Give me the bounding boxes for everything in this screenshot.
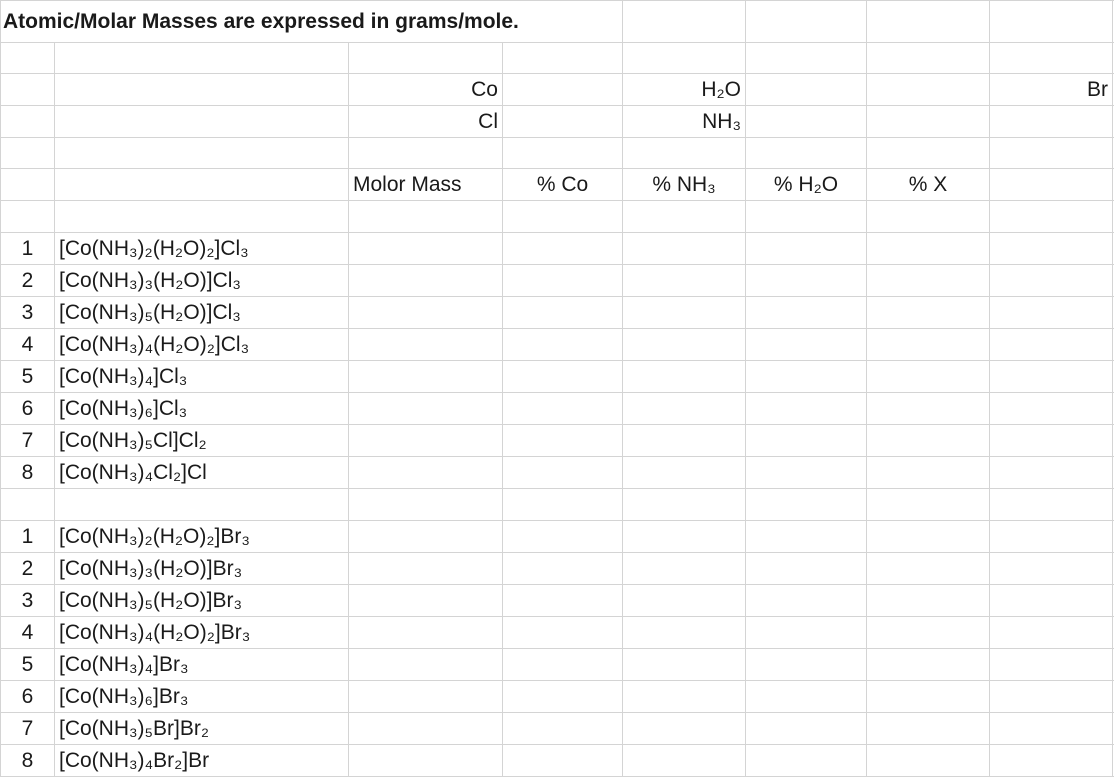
- percent-x-cell[interactable]: [867, 329, 990, 361]
- percent-x-cell[interactable]: [867, 233, 990, 265]
- compound-row: [1, 713, 1114, 745]
- percent-co-cell[interactable]: [503, 361, 623, 393]
- compound-row: [1, 329, 1114, 361]
- row-number[interactable]: 5: [1, 361, 55, 393]
- row-number[interactable]: 3: [1, 585, 55, 617]
- percent-x-cell[interactable]: [867, 265, 990, 297]
- cell[interactable]: [990, 233, 1113, 265]
- cell[interactable]: [990, 43, 1113, 74]
- reference-row-2: [1, 106, 1114, 138]
- molar-mass-cell[interactable]: [349, 361, 503, 393]
- molar-mass-cell[interactable]: [349, 329, 503, 361]
- cell[interactable]: [623, 201, 746, 233]
- percent-x-cell[interactable]: [867, 713, 990, 745]
- element-cl-label[interactable]: Cl: [349, 106, 503, 138]
- cell[interactable]: [746, 489, 867, 521]
- cell[interactable]: [623, 1, 746, 43]
- percent-co-cell[interactable]: [503, 649, 623, 681]
- percent-nh3-cell[interactable]: [623, 393, 746, 425]
- compound-formula[interactable]: [Co(NH₃)₅Br]Br₂: [55, 713, 349, 745]
- cell[interactable]: [746, 1, 867, 43]
- compound-row: [1, 553, 1114, 585]
- row-number[interactable]: 2: [1, 553, 55, 585]
- compound-formula[interactable]: [Co(NH₃)₅(H₂O)]Cl₃: [55, 297, 349, 329]
- percent-co-cell[interactable]: [503, 681, 623, 713]
- molar-mass-cell[interactable]: [349, 297, 503, 329]
- compound-formula[interactable]: [Co(NH₃)₄(H₂O)₂]Cl₃: [55, 329, 349, 361]
- percent-nh3-cell[interactable]: [623, 265, 746, 297]
- molar-mass-cell[interactable]: [349, 745, 503, 777]
- sheet-title[interactable]: Atomic/Molar Masses are expressed in grams/mole.: [1, 1, 623, 43]
- chloride-compound-rows: [1, 233, 1114, 489]
- compound-formula[interactable]: [Co(NH₃)₄]Cl₃: [55, 361, 349, 393]
- percent-h2o-cell[interactable]: [746, 393, 867, 425]
- percent-h2o-cell[interactable]: [746, 649, 867, 681]
- cell[interactable]: [503, 489, 623, 521]
- percent-co-cell[interactable]: [503, 617, 623, 649]
- column-header-percent-co[interactable]: % Co: [503, 169, 623, 201]
- compound-formula[interactable]: [Co(NH₃)₂(H₂O)₂]Br₃: [55, 521, 349, 553]
- row-number[interactable]: 5: [1, 649, 55, 681]
- cell[interactable]: [349, 489, 503, 521]
- cell[interactable]: [990, 265, 1113, 297]
- compound-h2o-label[interactable]: H₂O: [623, 74, 746, 106]
- cell[interactable]: [990, 681, 1113, 713]
- percent-co-cell[interactable]: [503, 553, 623, 585]
- blank-row: [1, 43, 1114, 74]
- compound-formula[interactable]: [Co(NH₃)₂(H₂O)₂]Cl₃: [55, 233, 349, 265]
- molar-mass-cell[interactable]: [349, 553, 503, 585]
- cell[interactable]: [990, 361, 1113, 393]
- cell[interactable]: [990, 489, 1113, 521]
- compound-row: [1, 233, 1114, 265]
- cell[interactable]: [503, 138, 623, 169]
- percent-h2o-cell[interactable]: [746, 617, 867, 649]
- percent-co-cell[interactable]: [503, 745, 623, 777]
- compound-row: [1, 745, 1114, 777]
- compound-row: [1, 585, 1114, 617]
- cell[interactable]: [867, 489, 990, 521]
- row-number[interactable]: 4: [1, 329, 55, 361]
- cell[interactable]: [503, 106, 623, 138]
- cell[interactable]: [990, 585, 1113, 617]
- percent-h2o-cell[interactable]: [746, 745, 867, 777]
- percent-x-cell[interactable]: [867, 393, 990, 425]
- cell[interactable]: [349, 201, 503, 233]
- percent-x-cell[interactable]: [867, 617, 990, 649]
- compound-row: [1, 457, 1114, 489]
- percent-h2o-cell[interactable]: [746, 425, 867, 457]
- column-header-percent-x[interactable]: % X: [867, 169, 990, 201]
- element-co-label[interactable]: Co: [349, 74, 503, 106]
- cell[interactable]: [55, 201, 349, 233]
- cell[interactable]: [55, 43, 349, 74]
- blank-row: [1, 201, 1114, 233]
- element-br-label[interactable]: Br: [990, 74, 1113, 106]
- row-number[interactable]: 4: [1, 617, 55, 649]
- cell[interactable]: [503, 43, 623, 74]
- row-number[interactable]: 6: [1, 681, 55, 713]
- cell[interactable]: [623, 138, 746, 169]
- cell[interactable]: [867, 201, 990, 233]
- percent-nh3-cell[interactable]: [623, 617, 746, 649]
- cell[interactable]: [990, 1, 1113, 43]
- row-number[interactable]: 8: [1, 457, 55, 489]
- percent-co-cell[interactable]: [503, 297, 623, 329]
- percent-h2o-cell[interactable]: [746, 265, 867, 297]
- cell[interactable]: [55, 106, 349, 138]
- cell[interactable]: [349, 138, 503, 169]
- cell[interactable]: [55, 74, 349, 106]
- cell[interactable]: [990, 745, 1113, 777]
- percent-h2o-cell[interactable]: [746, 361, 867, 393]
- percent-co-cell[interactable]: [503, 233, 623, 265]
- cell[interactable]: [746, 74, 867, 106]
- cell[interactable]: [1, 201, 55, 233]
- column-header-percent-h2o[interactable]: % H₂O: [746, 169, 867, 201]
- percent-nh3-cell[interactable]: [623, 681, 746, 713]
- compound-row: [1, 425, 1114, 457]
- cell[interactable]: [503, 74, 623, 106]
- percent-co-cell[interactable]: [503, 521, 623, 553]
- molar-mass-cell[interactable]: [349, 681, 503, 713]
- percent-x-cell[interactable]: [867, 361, 990, 393]
- percent-nh3-cell[interactable]: [623, 745, 746, 777]
- compound-formula[interactable]: [Co(NH₃)₆]Cl₃: [55, 393, 349, 425]
- cell[interactable]: [867, 106, 990, 138]
- percent-x-cell[interactable]: [867, 553, 990, 585]
- percent-h2o-cell[interactable]: [746, 233, 867, 265]
- cell[interactable]: [1, 489, 55, 521]
- cell[interactable]: [55, 169, 349, 201]
- blank-row: [1, 489, 1114, 521]
- percent-co-cell[interactable]: [503, 457, 623, 489]
- percent-h2o-cell[interactable]: [746, 681, 867, 713]
- percent-h2o-cell[interactable]: [746, 585, 867, 617]
- row-number[interactable]: 7: [1, 713, 55, 745]
- percent-h2o-cell[interactable]: [746, 713, 867, 745]
- cell[interactable]: [55, 138, 349, 169]
- row-number[interactable]: 8: [1, 745, 55, 777]
- cell[interactable]: [746, 138, 867, 169]
- cell[interactable]: [746, 106, 867, 138]
- cell[interactable]: [1, 169, 55, 201]
- compound-row: [1, 297, 1114, 329]
- column-header-percent-nh3[interactable]: % NH₃: [623, 169, 746, 201]
- compound-row: [1, 361, 1114, 393]
- percent-nh3-cell[interactable]: [623, 553, 746, 585]
- percent-h2o-cell[interactable]: [746, 553, 867, 585]
- percent-co-cell[interactable]: [503, 329, 623, 361]
- cell[interactable]: [623, 489, 746, 521]
- percent-co-cell[interactable]: [503, 393, 623, 425]
- molar-mass-cell[interactable]: [349, 265, 503, 297]
- percent-x-cell[interactable]: [867, 681, 990, 713]
- cell[interactable]: [1, 43, 55, 74]
- cell[interactable]: [1, 74, 55, 106]
- cell[interactable]: [746, 201, 867, 233]
- compound-formula[interactable]: [Co(NH₃)₆]Br₃: [55, 681, 349, 713]
- percent-h2o-cell[interactable]: [746, 457, 867, 489]
- compound-formula[interactable]: [Co(NH₃)₅(H₂O)]Br₃: [55, 585, 349, 617]
- percent-co-cell[interactable]: [503, 713, 623, 745]
- cell[interactable]: [990, 106, 1113, 138]
- cell[interactable]: [990, 169, 1113, 201]
- cell[interactable]: [867, 1, 990, 43]
- percent-nh3-cell[interactable]: [623, 521, 746, 553]
- cell[interactable]: [1, 138, 55, 169]
- percent-x-cell[interactable]: [867, 297, 990, 329]
- cell[interactable]: [990, 329, 1113, 361]
- percent-h2o-cell[interactable]: [746, 521, 867, 553]
- molar-mass-cell[interactable]: [349, 233, 503, 265]
- percent-nh3-cell[interactable]: [623, 329, 746, 361]
- cell[interactable]: [990, 457, 1113, 489]
- percent-x-cell[interactable]: [867, 521, 990, 553]
- reference-row-1: [1, 74, 1114, 106]
- molar-mass-cell[interactable]: [349, 521, 503, 553]
- cell[interactable]: [1, 106, 55, 138]
- compound-row: [1, 649, 1114, 681]
- molar-mass-cell[interactable]: [349, 425, 503, 457]
- percent-nh3-cell[interactable]: [623, 425, 746, 457]
- molar-mass-cell[interactable]: [349, 713, 503, 745]
- compound-formula[interactable]: [Co(NH₃)₅Cl]Cl₂: [55, 425, 349, 457]
- percent-co-cell[interactable]: [503, 425, 623, 457]
- row-number[interactable]: 7: [1, 425, 55, 457]
- percent-nh3-cell[interactable]: [623, 361, 746, 393]
- cell[interactable]: [867, 43, 990, 74]
- cell[interactable]: [867, 74, 990, 106]
- percent-co-cell[interactable]: [503, 265, 623, 297]
- column-header-molar-mass[interactable]: Molor Mass: [349, 169, 503, 201]
- cell[interactable]: [990, 553, 1113, 585]
- compound-row: [1, 265, 1114, 297]
- row-number[interactable]: 1: [1, 521, 55, 553]
- molar-mass-cell[interactable]: [349, 649, 503, 681]
- cell[interactable]: [990, 521, 1113, 553]
- cell[interactable]: [990, 393, 1113, 425]
- compound-row: [1, 681, 1114, 713]
- percent-nh3-cell[interactable]: [623, 457, 746, 489]
- compound-nh3-label[interactable]: NH₃: [623, 106, 746, 138]
- cell[interactable]: [990, 649, 1113, 681]
- percent-x-cell[interactable]: [867, 585, 990, 617]
- compound-row: [1, 521, 1114, 553]
- cell[interactable]: [990, 617, 1113, 649]
- percent-x-cell[interactable]: [867, 745, 990, 777]
- cell[interactable]: [990, 297, 1113, 329]
- row-number[interactable]: 6: [1, 393, 55, 425]
- compound-formula[interactable]: [Co(NH₃)₄]Br₃: [55, 649, 349, 681]
- percent-nh3-cell[interactable]: [623, 585, 746, 617]
- title-row: [1, 1, 1114, 43]
- bromide-compound-rows: [1, 521, 1114, 777]
- row-number[interactable]: 1: [1, 233, 55, 265]
- cell[interactable]: [990, 713, 1113, 745]
- cell[interactable]: [623, 43, 746, 74]
- row-number[interactable]: 3: [1, 297, 55, 329]
- cell[interactable]: [746, 43, 867, 74]
- molar-mass-cell[interactable]: [349, 393, 503, 425]
- compound-formula[interactable]: [Co(NH₃)₄(H₂O)₂]Br₃: [55, 617, 349, 649]
- compound-formula[interactable]: [Co(NH₃)₃(H₂O)]Br₃: [55, 553, 349, 585]
- blank-row: [1, 138, 1114, 169]
- cell[interactable]: [349, 43, 503, 74]
- molar-mass-cell[interactable]: [349, 585, 503, 617]
- percent-nh3-cell[interactable]: [623, 713, 746, 745]
- cell[interactable]: [503, 201, 623, 233]
- molar-mass-cell[interactable]: [349, 617, 503, 649]
- cell[interactable]: [867, 138, 990, 169]
- percent-x-cell[interactable]: [867, 649, 990, 681]
- cell[interactable]: [990, 425, 1113, 457]
- cell[interactable]: [990, 138, 1113, 169]
- row-number[interactable]: 2: [1, 265, 55, 297]
- percent-h2o-cell[interactable]: [746, 297, 867, 329]
- header-row: [1, 169, 1114, 201]
- compound-formula[interactable]: [Co(NH₃)₄Cl₂]Cl: [55, 457, 349, 489]
- cell[interactable]: [55, 489, 349, 521]
- compound-formula[interactable]: [Co(NH₃)₃(H₂O)]Cl₃: [55, 265, 349, 297]
- percent-nh3-cell[interactable]: [623, 233, 746, 265]
- percent-nh3-cell[interactable]: [623, 297, 746, 329]
- molar-mass-cell[interactable]: [349, 457, 503, 489]
- percent-x-cell[interactable]: [867, 425, 990, 457]
- percent-x-cell[interactable]: [867, 457, 990, 489]
- compound-row: [1, 393, 1114, 425]
- percent-h2o-cell[interactable]: [746, 329, 867, 361]
- compound-row: [1, 617, 1114, 649]
- cell[interactable]: [990, 201, 1113, 233]
- percent-nh3-cell[interactable]: [623, 649, 746, 681]
- percent-co-cell[interactable]: [503, 585, 623, 617]
- compound-formula[interactable]: [Co(NH₃)₄Br₂]Br: [55, 745, 349, 777]
